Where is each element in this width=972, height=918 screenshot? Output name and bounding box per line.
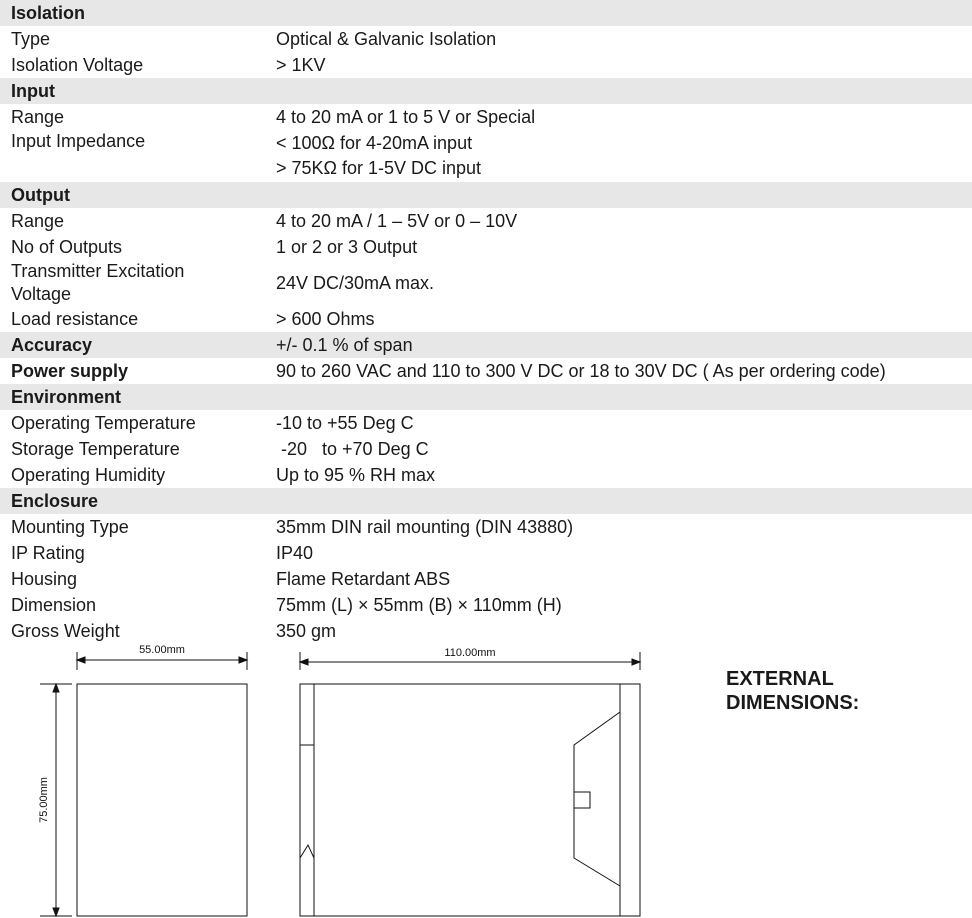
spec-label: IP Rating [11, 543, 85, 563]
external-dimensions-title-line: EXTERNAL [726, 668, 834, 690]
spec-label: Storage Temperature [11, 439, 180, 459]
side-view-outline [300, 684, 640, 916]
spec-row-input-impedance [0, 130, 972, 182]
spec-row-input-range [0, 104, 972, 130]
spec-label: Range [11, 107, 65, 127]
spec-value: > 1KV [276, 55, 326, 75]
spec-label: Range [11, 211, 65, 231]
spec-value: 4 to 20 mA or 1 to 5 V or Special [276, 107, 536, 127]
spec-value: 35mm DIN rail mounting (DIN 43880) [276, 517, 574, 537]
spec-value: -10 to +55 Deg C [276, 413, 414, 433]
spec-row-isolation-voltage [0, 52, 972, 78]
spec-row-operating-temperature [0, 410, 972, 436]
spec-row-type [0, 26, 972, 52]
spec-value: 4 to 20 mA / 1 – 5V or 0 – 10V [276, 211, 518, 231]
spec-label: Gross Weight [11, 621, 120, 641]
side-width-label: 110.00mm [444, 647, 496, 659]
spec-row-dimension [0, 592, 972, 618]
spec-label: Housing [11, 569, 78, 589]
section-input [0, 78, 972, 104]
section-environment [0, 384, 972, 410]
section-output [0, 182, 972, 208]
section-title: Input [11, 81, 55, 101]
spec-label: No of Outputs [11, 237, 123, 257]
spec-label: Mounting Type [11, 517, 129, 537]
spec-value: > 600 Ohms [276, 309, 375, 329]
spec-row-mounting-type [0, 514, 972, 540]
section-power-supply [0, 358, 972, 384]
spec-row-no-of-outputs [0, 234, 972, 260]
spec-label: Dimension [11, 595, 97, 615]
section-title: Accuracy [11, 335, 93, 355]
section-accuracy [0, 332, 972, 358]
spec-row-load-resistance [0, 306, 972, 332]
spec-value: 90 to 260 VAC and 110 to 300 V DC or 18 to 30V DC ( As per ordering code) [276, 361, 886, 381]
spec-row-transmitter-excitation [0, 260, 972, 306]
external-dimensions-title [726, 667, 859, 715]
spec-label: Voltage [11, 284, 72, 304]
spec-label: Operating Humidity [11, 465, 166, 485]
spec-label: Type [11, 29, 51, 49]
front-view-outline [77, 684, 247, 916]
spec-label: Transmitter Excitation [11, 261, 185, 281]
spec-label: Input Impedance [11, 131, 146, 151]
spec-row-housing [0, 566, 972, 592]
spec-value: -20 to +70 Deg C [276, 439, 429, 459]
section-enclosure [0, 488, 972, 514]
spec-value: 75mm (L) × 55mm (B) × 110mm (H) [276, 595, 562, 615]
spec-value: Optical & Galvanic Isolation [276, 29, 497, 49]
section-title: Isolation [11, 3, 86, 23]
spec-value: 24V DC/30mA max. [276, 273, 435, 293]
spec-label: Operating Temperature [11, 413, 196, 433]
front-width-label: 55.00mm [139, 644, 185, 656]
spec-value: 350 gm [276, 621, 337, 641]
section-isolation [0, 0, 972, 26]
section-title: Enclosure [11, 491, 99, 511]
spec-value: Flame Retardant ABS [276, 569, 451, 589]
height-label: 75.00mm [38, 777, 50, 823]
spec-value: < 100Ω for 4-20mA input [276, 133, 473, 153]
spec-value: > 75KΩ for 1-5V DC input [276, 158, 482, 178]
external-dimensions-title-line: DIMENSIONS: [726, 692, 860, 714]
spec-value: +/- 0.1 % of span [276, 335, 413, 355]
spec-row-operating-humidity [0, 462, 972, 488]
spec-row-output-range [0, 208, 972, 234]
spec-value: IP40 [276, 543, 314, 563]
spec-label: Load resistance [11, 309, 139, 329]
spec-row-ip-rating [0, 540, 972, 566]
section-title: Power supply [11, 361, 129, 381]
spec-value: Up to 95 % RH max [276, 465, 436, 485]
section-title: Environment [11, 387, 122, 407]
spec-label: Isolation Voltage [11, 55, 144, 75]
section-title: Output [11, 185, 70, 205]
spec-row-storage-temperature [0, 436, 972, 462]
spec-value: 1 or 2 or 3 Output [276, 237, 418, 257]
